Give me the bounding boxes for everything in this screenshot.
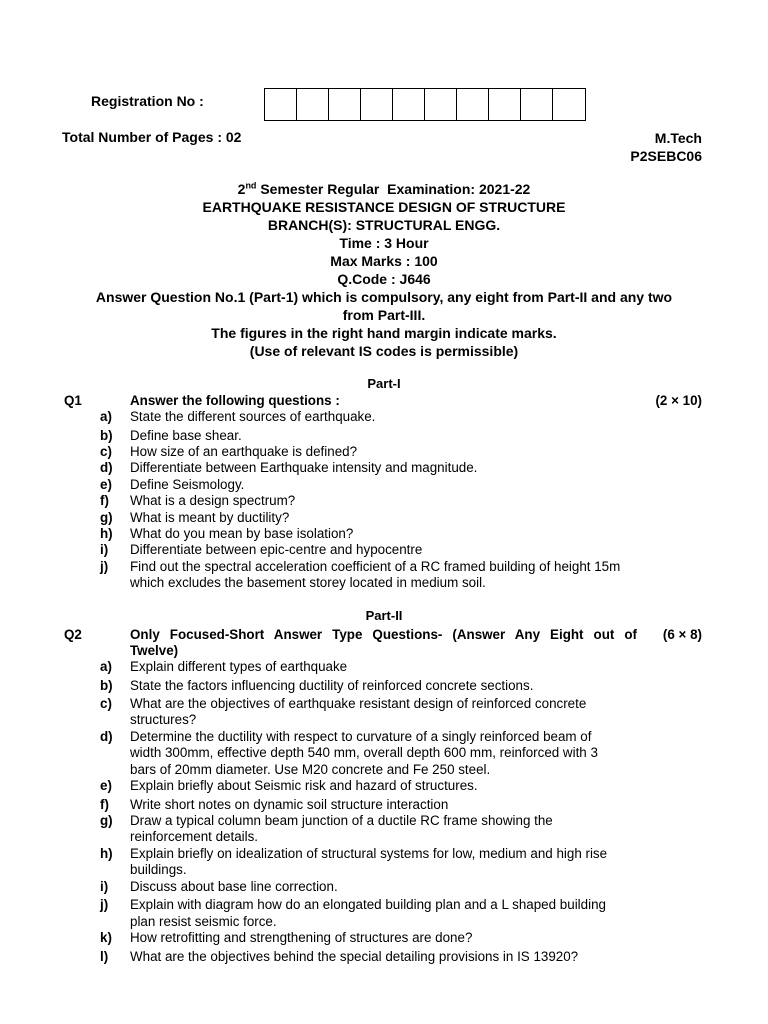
item-label: i) — [100, 879, 109, 894]
item-text: What are the objectives of earthquake resistant design of reinforced concrete — [130, 696, 587, 711]
question-2-number: Q2 — [64, 627, 82, 642]
registration-digit-box — [297, 89, 329, 120]
item-text: reinforcement details. — [130, 829, 259, 844]
item-label: b) — [100, 678, 113, 693]
list-item-continuation — [0, 575, 768, 591]
item-text: Explain briefly about Seismic risk and hazard of structures. — [130, 778, 478, 793]
item-text: What is a design spectrum? — [130, 493, 296, 508]
exam-title-block — [60, 180, 708, 360]
list-item — [0, 729, 768, 745]
list-item — [0, 846, 768, 862]
list-item — [0, 510, 768, 526]
list-item — [0, 879, 768, 895]
max-marks: Max Marks : 100 — [330, 253, 438, 269]
item-text: How retrofitting and strengthening of structures are done? — [130, 930, 473, 945]
list-item — [0, 678, 768, 694]
semester-suffix: nd — [245, 180, 257, 191]
item-text: structures? — [130, 712, 197, 727]
item-text: What is meant by ductility? — [130, 510, 290, 525]
item-text: buildings. — [130, 862, 187, 877]
list-item — [0, 949, 768, 965]
item-label: j) — [100, 897, 109, 912]
item-text: State the factors influencing ductility of reinforced concrete sections. — [130, 678, 534, 693]
item-text: Explain different types of earthquake — [130, 659, 348, 674]
item-label: d) — [100, 460, 113, 475]
instruction-marks: The figures in the right hand margin indicate marks. — [211, 325, 557, 341]
item-label: j) — [100, 559, 109, 574]
list-item — [0, 409, 768, 425]
item-text: Differentiate between epic-centre and hypocentre — [130, 542, 423, 557]
registration-digit-box — [329, 89, 361, 120]
total-pages: Total Number of Pages : 02 — [62, 129, 242, 145]
item-text: Discuss about base line correction. — [130, 879, 338, 894]
instruction-is-codes: (Use of relevant IS codes is permissible) — [249, 343, 519, 359]
list-item-continuation — [0, 712, 768, 728]
item-text: Determine the ductility with respect to curvature of a singly reinforced beam of — [130, 729, 592, 744]
registration-number-boxes — [264, 88, 586, 121]
item-label: g) — [100, 813, 113, 828]
item-text: What do you mean by base isolation? — [130, 526, 354, 541]
semester-line — [60, 180, 708, 198]
list-item — [0, 696, 768, 712]
item-label: h) — [100, 846, 113, 861]
item-text: Explain briefly on idealization of structural systems for low, medium and high rise — [130, 846, 608, 861]
semester-text: Semester Regular Examination: 2021-22 — [256, 181, 531, 197]
list-item — [0, 444, 768, 460]
program-code-block — [630, 129, 702, 165]
item-label: d) — [100, 729, 113, 744]
subject-code: P2SEBC06 — [630, 148, 702, 164]
item-text: Define base shear. — [130, 428, 242, 443]
registration-digit-box — [361, 89, 393, 120]
item-label: l) — [100, 949, 109, 964]
list-item-continuation — [0, 762, 768, 778]
item-text: width 300mm, effective depth 540 mm, overall depth 600 mm, reinforced with 3 — [130, 745, 598, 760]
registration-digit-box — [553, 89, 585, 120]
list-item — [0, 526, 768, 542]
registration-digit-box — [265, 89, 297, 120]
item-label: e) — [100, 477, 112, 492]
item-text: bars of 20mm diameter. Use M20 concrete and Fe 250 steel. — [130, 762, 491, 777]
question-2-heading: Only Focused-Short Answer Type Questions- (Answer Any Eight out of — [130, 627, 637, 642]
item-label: a) — [100, 659, 112, 674]
list-item — [0, 813, 768, 829]
subject-title: EARTHQUAKE RESISTANCE DESIGN OF STRUCTURE — [202, 199, 566, 215]
list-item — [0, 659, 768, 675]
list-item — [0, 930, 768, 946]
item-label: h) — [100, 526, 113, 541]
time-allowed: Time : 3 Hour — [339, 235, 429, 251]
instruction-compulsory: Answer Question No.1 (Part-1) which is compulsory, any eight from Part-II and any two — [95, 289, 673, 305]
item-text: Define Seismology. — [130, 477, 245, 492]
part-2-title: Part-II — [365, 608, 403, 623]
registration-digit-box — [521, 89, 553, 120]
list-item — [0, 778, 768, 794]
item-label: g) — [100, 510, 113, 525]
list-item — [0, 428, 768, 444]
registration-digit-box — [393, 89, 425, 120]
part-1-title: Part-I — [367, 376, 401, 391]
question-2-heading-cont: Twelve) — [130, 643, 179, 658]
item-text: State the different sources of earthquake. — [130, 409, 376, 424]
item-label: c) — [100, 444, 112, 459]
list-item-continuation — [0, 829, 768, 845]
registration-digit-box — [489, 89, 521, 120]
list-item-continuation — [0, 745, 768, 761]
branch: BRANCH(S): STRUCTURAL ENGG. — [267, 217, 501, 233]
item-text: Draw a typical column beam junction of a ductile RC frame showing the — [130, 813, 553, 828]
registration-label: Registration No : — [91, 93, 204, 109]
item-text: Differentiate between Earthquake intensity and magnitude. — [130, 460, 478, 475]
semester-number: 2 — [237, 181, 246, 197]
question-2-marks: (6 × 8) — [662, 627, 702, 642]
item-text: Explain with diagram how do an elongated building plan and a L shaped building — [130, 897, 606, 912]
list-item-continuation — [0, 862, 768, 878]
list-item — [0, 897, 768, 913]
list-item — [0, 477, 768, 493]
list-item — [0, 559, 768, 575]
list-item — [0, 797, 768, 813]
item-label: e) — [100, 778, 112, 793]
item-text: What are the objectives behind the special detailing provisions in IS 13920? — [130, 949, 579, 964]
question-code: Q.Code : J646 — [337, 271, 431, 287]
question-1-marks: (2 × 10) — [655, 393, 702, 408]
item-label: a) — [100, 409, 112, 424]
list-item — [0, 542, 768, 558]
list-item-continuation — [0, 914, 768, 930]
registration-digit-box — [425, 89, 457, 120]
item-text: which excludes the basement storey located in medium soil. — [130, 575, 486, 590]
registration-digit-box — [457, 89, 489, 120]
instruction-compulsory-cont: from Part-III. — [342, 307, 426, 323]
item-label: b) — [100, 428, 113, 443]
program: M.Tech — [654, 130, 702, 146]
question-1-number: Q1 — [64, 393, 82, 408]
item-text: Find out the spectral acceleration coefficient of a RC framed building of height 15m — [130, 559, 621, 574]
item-label: f) — [100, 493, 109, 508]
question-1-heading: Answer the following questions : — [130, 393, 340, 408]
list-item — [0, 460, 768, 476]
item-text: plan resist seismic force. — [130, 914, 277, 929]
item-label: k) — [100, 930, 112, 945]
item-label: f) — [100, 797, 109, 812]
item-text: How size of an earthquake is defined? — [130, 444, 358, 459]
list-item — [0, 493, 768, 509]
item-text: Write short notes on dynamic soil structure interaction — [130, 797, 449, 812]
item-label: i) — [100, 542, 109, 557]
item-label: c) — [100, 696, 112, 711]
